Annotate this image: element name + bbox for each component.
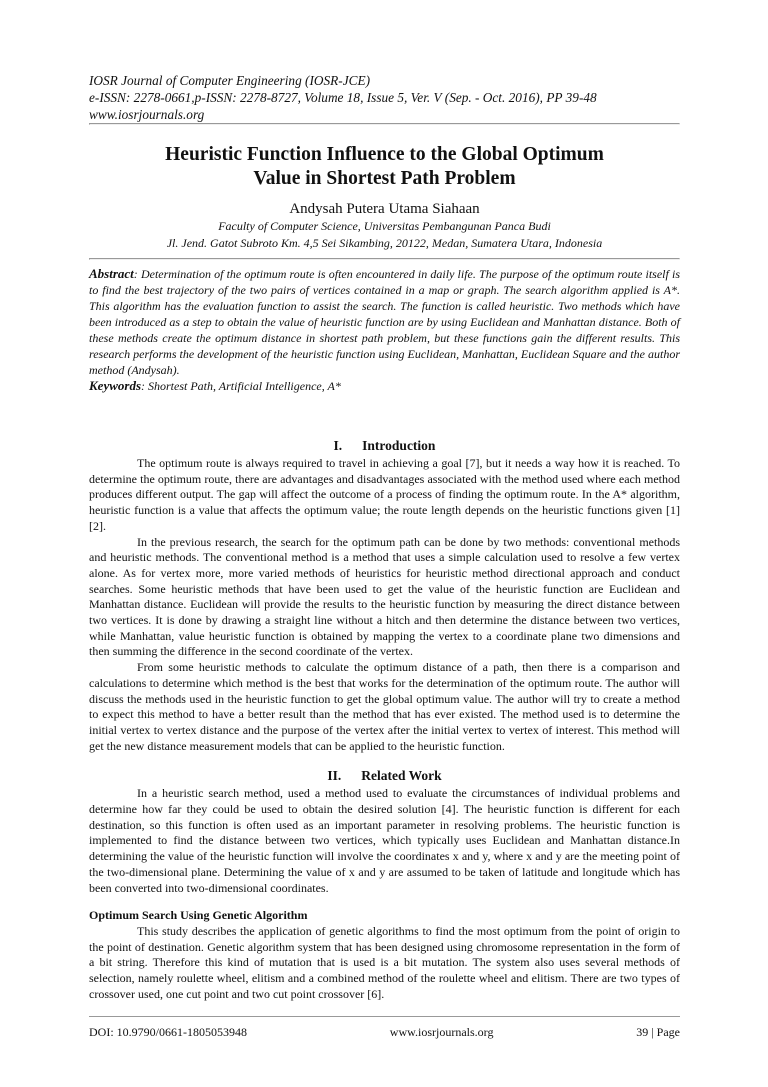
page-footer [89,1016,680,1040]
footer-page-number: 39 | Page [636,1025,680,1039]
journal-header [89,72,680,123]
affiliation-1: Faculty of Computer Science, Universitas Pembangunan Panca Budi [218,219,551,233]
section-number: II. [327,768,342,784]
header-divider [89,123,680,125]
keywords-label: Keywords [89,378,141,393]
paragraph: This study describes the application of genetic algorithms to find the most optimum from the point of origin to the point of destination. Genetic algorithm system that has been designed using chromosome representation in the form of a bit string. Therefore this kind of mutation that is used is a bit mutation. The system also uses several methods of selection, namely roulette wheel, elitism and a combined method of the roulette wheel and elitism. There are two types of crossover used, one cut point and two cut point crossover [6]. [89,923,680,1001]
paper-page [89,72,680,1003]
abstract-text: : Determination of the optimum route is often encountered in daily life. The purpose of the optimum route itself is to find the best trajectory of the two pairs of vertices contained in a map or graph. The search algorithm applied is A*. This algorithm has the evaluation function to assist the search. The function is called heuristic. Two methods which have been introduced as a step to obtain the value of heuristic function are by using Euclidean and Manhattan distance. Both of these methods create the optimum distance in shortest path problem, but these functions gain the different results. This research performs the development of the heuristic function using Euclidean, Manhattan, Euclidean Square and the author method (Andysah). [89,267,680,377]
paragraph: In the previous research, the search for the optimum path can be done by two methods: conventional methods and heuristic methods. The conventional method is a method that uses a simple calculation used to resolve a few vertex alone. As for vertex more, more varied methods of heuristics for heuristic method directional approach and conduct searches. Some heuristic methods that have been used to get the value of the heuristic function are Euclidean and Manhattan distance. Euclidean will provide the results to the heuristic function by measuring the direct distance between two vertices. It is done by drawing a straight line without a hitch and then determine the distance between two vertices, while Manhattan, value heuristic function is obtained by mapping the vertex to a coordinate plane two dimensions and then summing the difference in the second coordinate of the vertex. [89,534,680,659]
section-title: Related Work [361,768,442,784]
paragraph: The optimum route is always required to travel in achieving a goal [7], but it needs a way how it is reached. To determine the optimum route, there are advantages and disadvantages associated with the method used where each method produces different output. The gap will affect the outcome of a process of finding the optimum route. In the A* algorithm, heuristic function is a value that affects the optimum value; the route length depends on the heuristic functions given [1][2]. [89,456,680,533]
paper-title [89,143,680,191]
section-heading-introduction [89,438,680,454]
section-title: Introduction [362,438,436,453]
keywords-text: : Shortest Path, Artificial Intelligence, A* [141,379,341,393]
journal-name: IOSR Journal of Computer Engineering (IOSR-JCE) [89,73,371,88]
paragraph: In a heuristic search method, used a method used to evaluate the circumstances of individual problems and determine how far they could be used to obtain the desired solution [4]. The heuristic function is different for each destination, so this function is often used as an important parameter in resolving problems. The heuristic function is implemented to find the distance between two vertices, which typically uses Euclidean and Manhattan distance.In determining the value of the heuristic function will involve the coordinates x and y, where x and y are the meeting point of the two-dimensional plane. Determining the value of x and y are assumed to be taken of latitude and longitude which has been converted into two-dimensional coordinates. [89,786,680,895]
abstract [89,266,680,378]
subsection-heading: Optimum Search Using Genetic Algorithm [89,908,308,923]
journal-website: www.iosrjournals.org [89,107,205,122]
paragraph: From some heuristic methods to calculate the optimum distance of a path, then there is a comparison and calculations to determine which method is the best that works for the determination of the optimum route. The author will discuss the methods used in the heuristic function to get the global optimum value. The author will try to create a method to expect this method to have a better result than the method that has ever existed. The method used is to determine the initial vertex to vertex distance and the purpose of the vertex after the initial vertex to vertex of interest. This method will get the new distance measurement models that can be applied to the heuristic function. [89,660,680,753]
footer-website: www.iosrjournals.org [389,1025,494,1039]
footer-doi: DOI: 10.9790/0661-1805053948 [89,1025,247,1039]
title-line-2: Value in Shortest Path Problem [253,168,516,189]
abstract-divider [89,258,680,260]
section-number: I. [333,438,343,453]
section-heading-related-work [89,768,680,784]
title-line-1: Heuristic Function Influence to the Global Optimum [165,144,604,165]
affiliation-2: Jl. Jend. Gatot Subroto Km. 4,5 Sei Sikambing, 20122, Medan, Sumatera Utara, Indonesia [166,236,603,250]
author: Andysah Putera Utama Siahaan [289,201,480,217]
abstract-label: Abstract [89,266,134,281]
keywords [89,378,680,394]
journal-issn: e-ISSN: 2278-0661,p-ISSN: 2278-8727, Volume 18, Issue 5, Ver. V (Sep. - Oct. 2016), PP 39-48 [89,90,597,105]
